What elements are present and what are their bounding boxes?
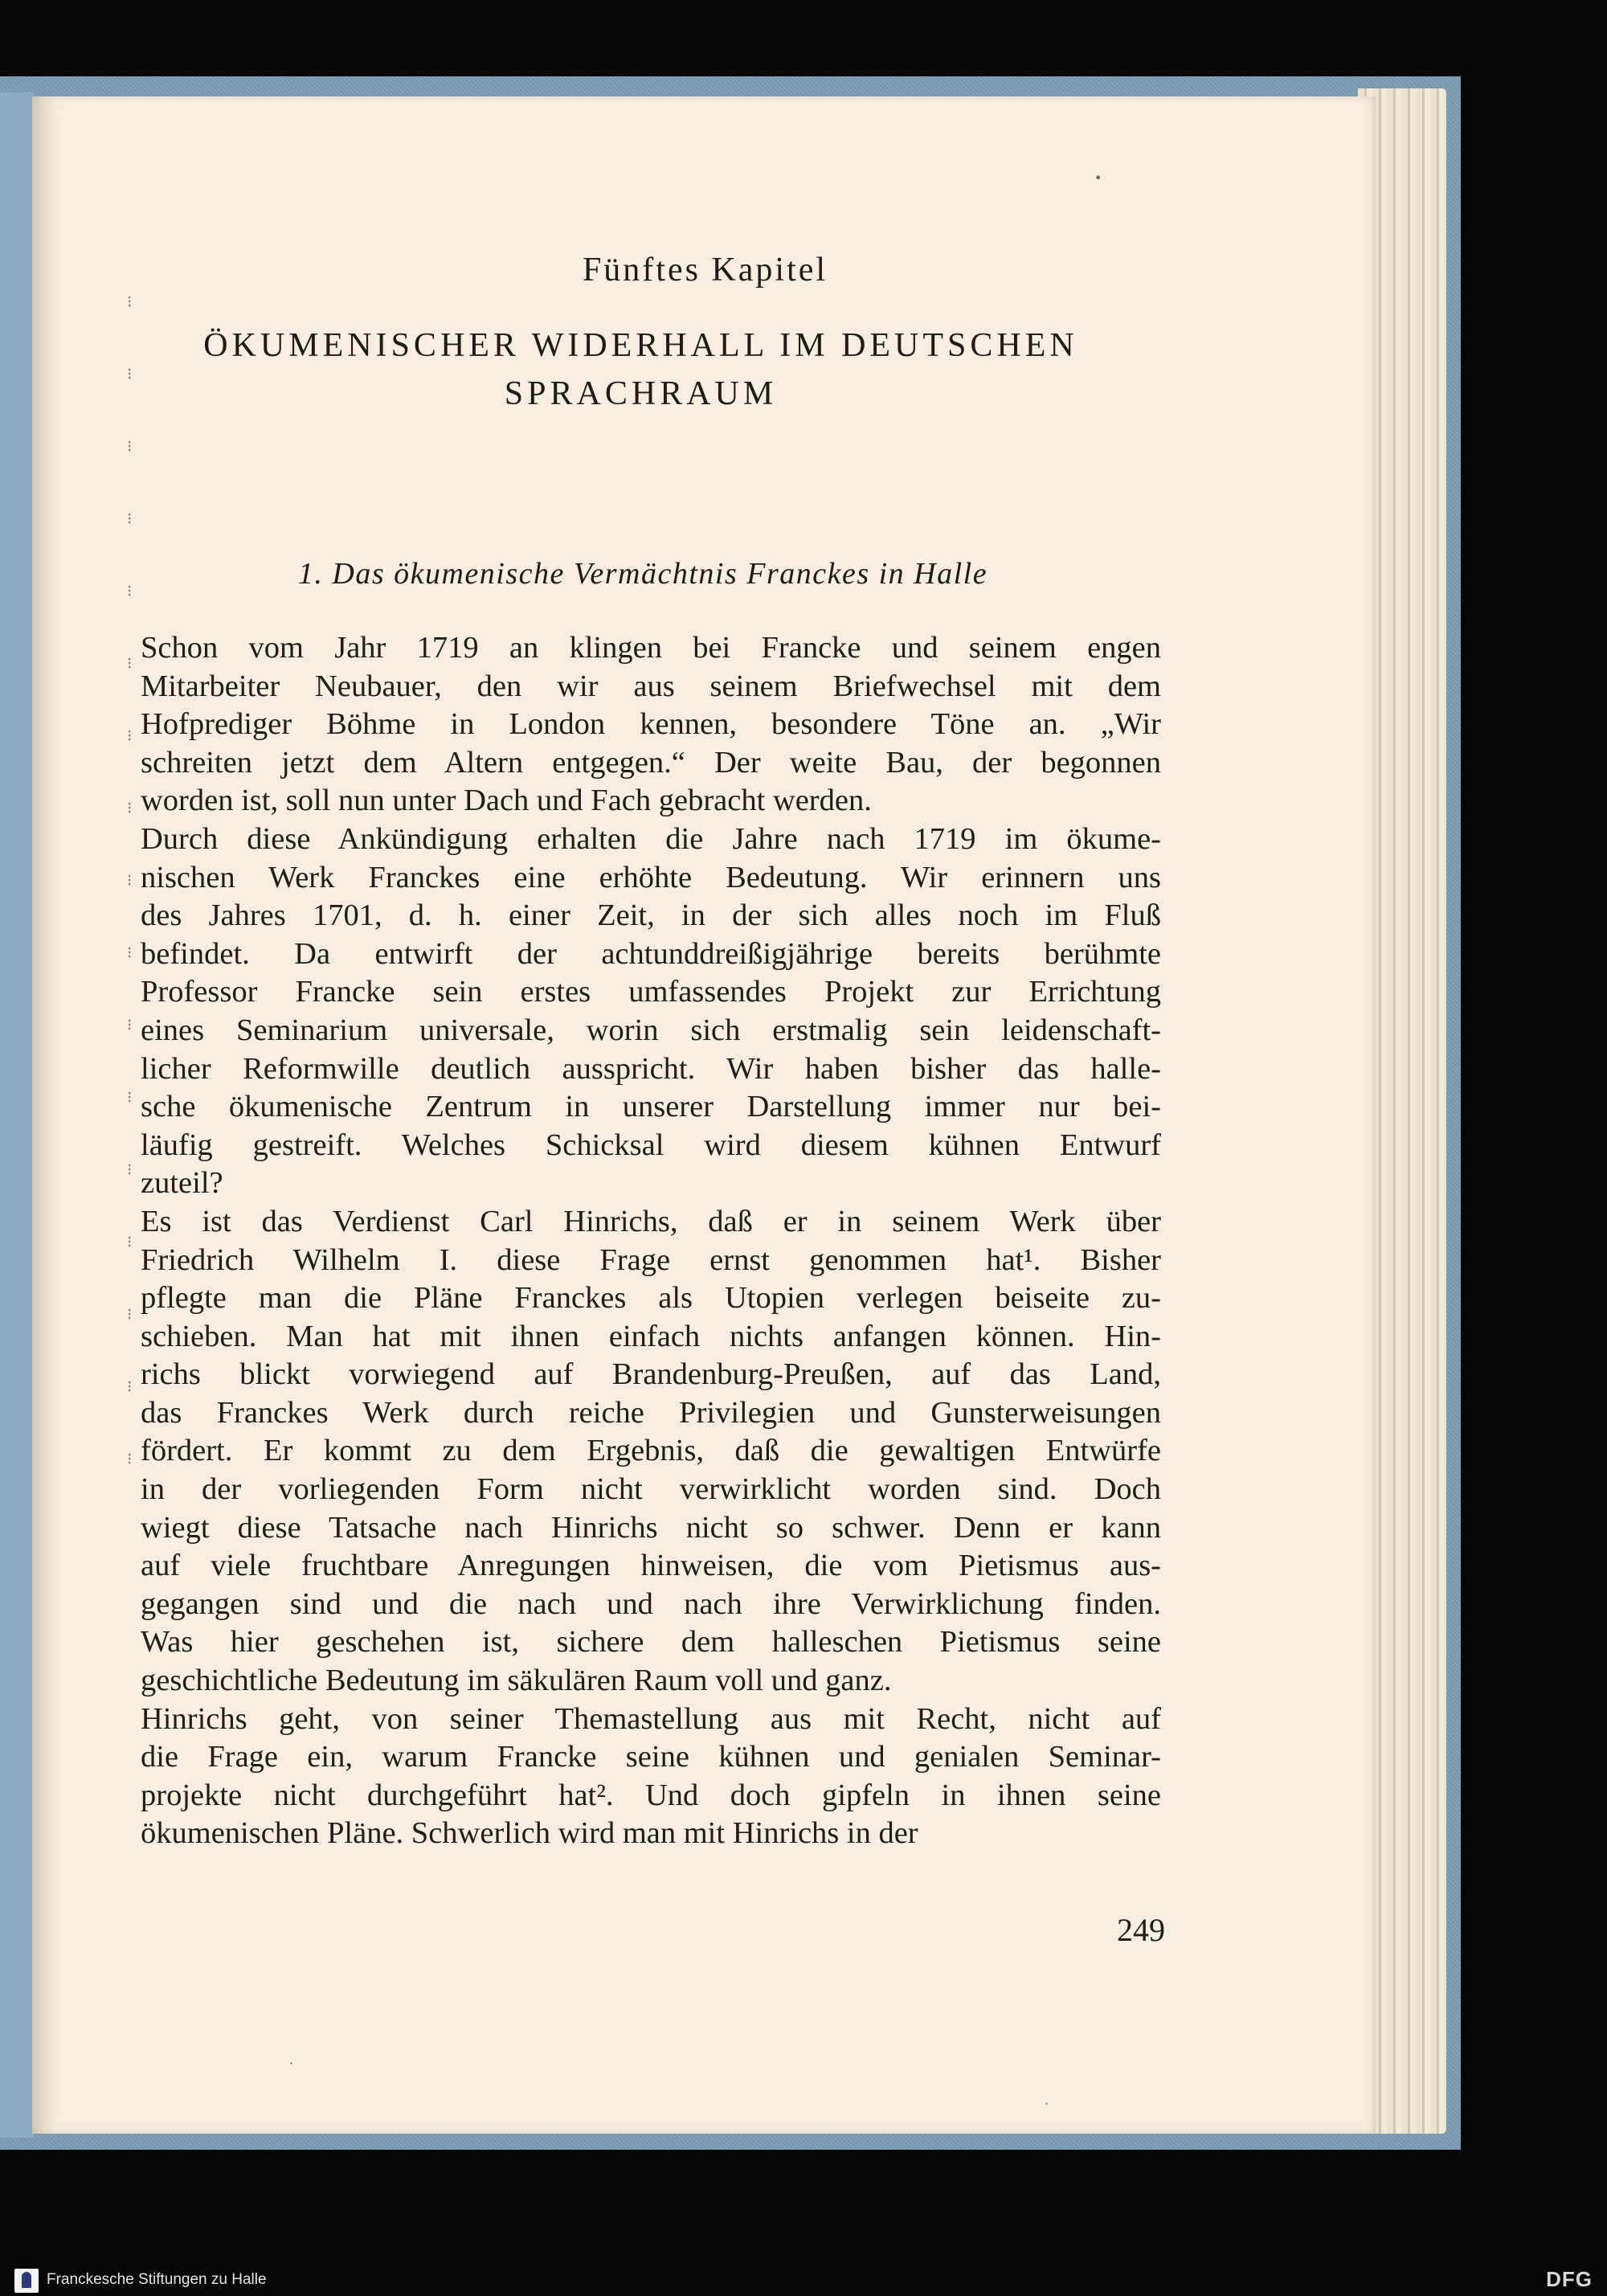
body-text-line: des Jahres 1701, d. h. einer Zeit, in der sich alles noch im Fluß — [141, 898, 1161, 933]
body-text-line: auf viele fruchtbare Anregungen hinweisen, die vom Pietismus aus- — [141, 1549, 1161, 1583]
body-text-line: in der vorliegenden Form nicht verwirklicht worden sind. Doch — [141, 1472, 1161, 1507]
body-text — [141, 629, 1161, 1853]
body-text-line: sche ökumenische Zentrum in unserer Darstellung immer nur bei- — [141, 1090, 1161, 1124]
chapter-title — [129, 321, 1153, 418]
body-text-line: Friedrich Wilhelm I. diese Frage ernst genommen hat¹. Bisher — [141, 1242, 1161, 1277]
body-text-line: Mitarbeiter Neubauer, den wir aus seinem Briefwechsel mit dem — [141, 669, 1161, 703]
body-text-line: fördert. Er kommt zu dem Ergebnis, daß die gewaltigen Entwürfe — [141, 1434, 1161, 1468]
body-text-line: zuteil? — [141, 1166, 223, 1201]
dfg-logo: DFG — [1546, 2267, 1593, 2291]
section-heading: 1. Das ökumenische Vermächtnis Franckes in Halle — [297, 557, 988, 591]
chapter-title-line: SPRACHRAUM — [504, 375, 778, 412]
body-text-line: nischen Werk Franckes eine erhöhte Bedeutung. Wir erinnern uns — [141, 860, 1161, 894]
body-text-line: worden ist, soll nun unter Dach und Fach gebracht werden. — [141, 784, 872, 818]
paper-speck: · — [289, 2056, 294, 2071]
footer-institution: Franckesche Stiftungen zu Halle — [47, 2271, 267, 2288]
body-text-line: wiegt diese Tatsache nach Hinrichs nicht so schwer. Denn er kann — [141, 1510, 1161, 1545]
body-text-line: Hinrichs geht, von seiner Themastellung aus mit Recht, nicht auf — [141, 1701, 1161, 1736]
body-text-line: die Frage ein, warum Francke seine kühnen und genialen Seminar- — [141, 1740, 1161, 1774]
body-text-line: Professor Francke sein erstes umfassendes Projekt zur Errichtung — [141, 975, 1161, 1009]
body-text-line: gegangen sind und die nach und nach ihre Verwirklichung finden. — [141, 1586, 1161, 1621]
page-number: 249 — [1117, 1912, 1165, 1948]
body-text-line: schieben. Man hat mit ihnen einfach nichts anfangen können. Hin- — [141, 1319, 1161, 1353]
franckesche-stiftungen-logo-icon — [14, 2269, 39, 2293]
body-text-line: projekte nicht durchgeführt hat². Und doch gipfeln in ihnen seine — [141, 1778, 1161, 1812]
body-text-line: schreiten jetzt dem Altern entgegen.“ Der weite Bau, der begonnen — [141, 745, 1161, 780]
paper-speck: • — [1094, 170, 1102, 186]
body-text-line: licher Reformwille deutlich ausspricht. Wir haben bisher das halle- — [141, 1051, 1161, 1086]
body-text-line: pflegte man die Pläne Franckes als Utopien verlegen beiseite zu- — [141, 1281, 1161, 1316]
body-text-line: eines Seminarium universale, worin sich erstmalig sein leidenschaft- — [141, 1013, 1161, 1047]
paper-speck: · — [1045, 2096, 1049, 2111]
body-text-line: Es ist das Verdienst Carl Hinrichs, daß er in seinem Werk über — [141, 1204, 1161, 1238]
body-text-line: läufig gestreift. Welches Schicksal wird diesem kühnen Entwurf — [141, 1128, 1161, 1162]
body-text-line: geschichtliche Bedeutung im säkulären Raum voll und ganz. — [141, 1664, 892, 1698]
body-text-line: Schon vom Jahr 1719 an klingen bei Francke und seinem engen — [141, 631, 1161, 665]
body-text-line: Durch diese Ankündigung erhalten die Jahre nach 1719 im ökume- — [141, 821, 1161, 856]
chapter-label: Fünftes Kapitel — [582, 252, 828, 289]
body-text-line: richs blickt vorwiegend auf Brandenburg-Preußen, auf das Land, — [141, 1357, 1161, 1392]
book-spine-edge — [0, 92, 34, 2138]
body-text-line: Hofprediger Böhme in London kennen, besondere Töne an. „Wir — [141, 707, 1161, 742]
body-text-line: ökumenischen Pläne. Schwerlich wird man mit Hinrichs in der — [141, 1816, 918, 1851]
body-text-line: befindet. Da entwirft der achtunddreißigjährige bereits berühmte — [141, 936, 1161, 971]
chapter-title-line: ÖKUMENISCHER WIDERHALL IM DEUTSCHEN — [203, 327, 1078, 364]
footer-bar — [0, 2264, 1607, 2296]
gutter-binding-marks: ⁝ ⁝ ⁝ ⁝ ⁝ ⁝ ⁝ ⁝ ⁝ ⁝ ⁝ ⁝ ⁝ ⁝ ⁝ ⁝ ⁝ — [127, 292, 133, 1468]
body-text-line: das Franckes Werk durch reiche Privilegien und Gunsterweisungen — [141, 1395, 1161, 1430]
body-text-line: Was hier geschehen ist, sichere dem halleschen Pietismus seine — [141, 1625, 1161, 1660]
